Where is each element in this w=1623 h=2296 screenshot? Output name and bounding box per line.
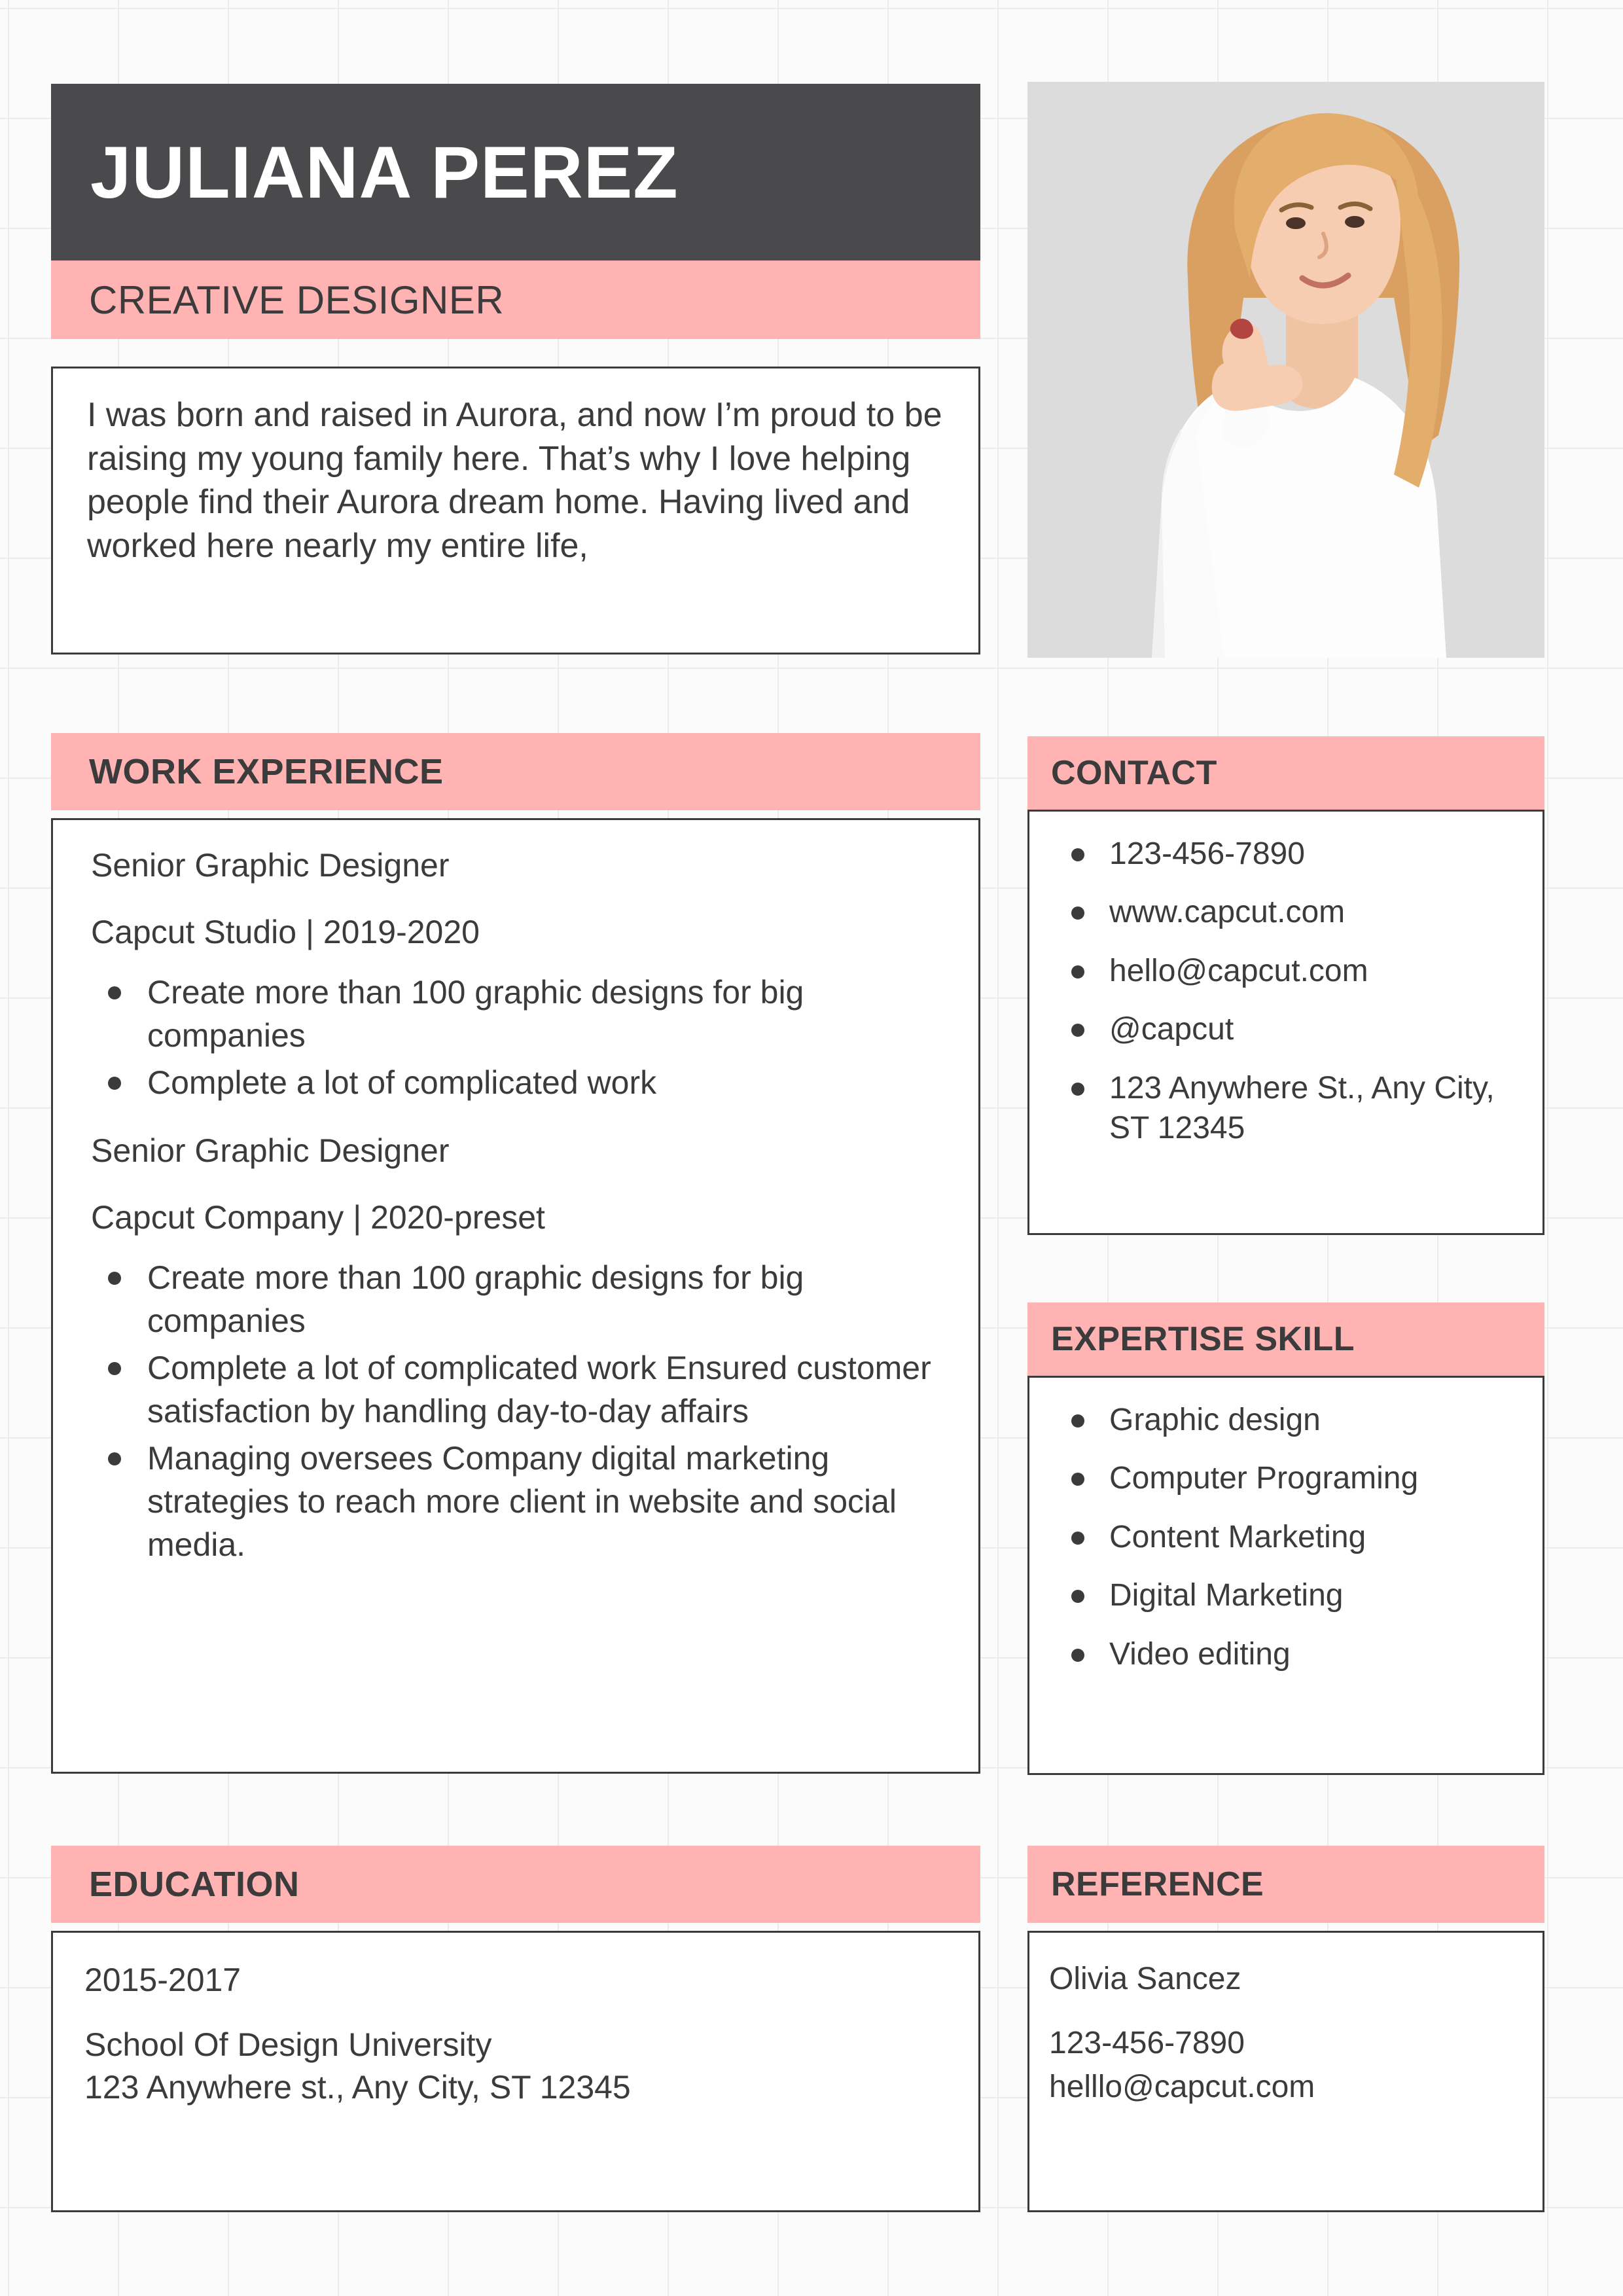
expertise-list xyxy=(1041,1400,1531,1674)
contact-box xyxy=(1027,810,1544,1235)
education-heading: EDUCATION xyxy=(89,1865,300,1904)
portrait-illustration xyxy=(1027,82,1544,658)
summary-box xyxy=(51,367,980,655)
list-item: Create more than 100 graphic designs for big companies xyxy=(96,971,947,1057)
expertise-box xyxy=(1027,1376,1544,1775)
list-item: Digital Marketing xyxy=(1061,1575,1531,1615)
list-item: Managing oversees Company digital marketing strategies to reach more client in website and social media. xyxy=(96,1437,947,1566)
reference-phone: 123-456-7890 xyxy=(1049,2026,1245,2061)
reference-box xyxy=(1027,1931,1544,2212)
list-item: Complete a lot of complicated work Ensured customer satisfaction by handling day-to-day affairs xyxy=(96,1346,947,1433)
contact-heading: CONTACT xyxy=(1051,754,1217,792)
list-item: Computer Programing xyxy=(1061,1458,1531,1498)
reference-email[interactable]: helllo@capcut.com xyxy=(1049,2069,1315,2104)
work-experience-heading: WORK EXPERIENCE xyxy=(89,752,444,791)
education-heading-bar xyxy=(51,1846,980,1923)
role-label: CREATIVE DESIGNER xyxy=(89,278,505,322)
contact-list xyxy=(1041,834,1531,1149)
name-banner xyxy=(51,84,980,260)
job-title: Senior Graphic Designer xyxy=(91,847,450,884)
list-item: Video editing xyxy=(1061,1634,1531,1674)
education-box xyxy=(51,1931,980,2212)
job-meta: Capcut Company | 2020-preset xyxy=(91,1199,545,1236)
contact-email[interactable]: hello@capcut.com xyxy=(1061,951,1531,991)
role-banner xyxy=(51,260,980,339)
job-bullets xyxy=(84,1256,947,1566)
contact-heading-bar xyxy=(1027,736,1544,810)
education-school: School Of Design University xyxy=(84,2026,492,2063)
contact-phone: 123-456-7890 xyxy=(1061,834,1531,874)
work-experience-heading-bar xyxy=(51,733,980,810)
list-item: Graphic design xyxy=(1061,1400,1531,1440)
job-title: Senior Graphic Designer xyxy=(91,1132,450,1169)
contact-address: 123 Anywhere St., Any City, ST 12345 xyxy=(1061,1068,1531,1149)
summary-text: I was born and raised in Aurora, and now I’m proud to be raising my young family here. That’s why I love helping people find their Aurora dream home. Having lived and worked here nearly my entire life, xyxy=(87,396,942,565)
list-item: Complete a lot of complicated work xyxy=(96,1061,947,1104)
job-bullets xyxy=(84,971,947,1104)
list-item: Content Marketing xyxy=(1061,1517,1531,1557)
contact-website[interactable]: www.capcut.com xyxy=(1061,892,1531,932)
job-meta: Capcut Studio | 2019-2020 xyxy=(91,914,480,950)
work-experience-box xyxy=(51,818,980,1774)
expertise-heading: EXPERTISE SKILL xyxy=(1051,1320,1355,1358)
expertise-heading-bar xyxy=(1027,1302,1544,1376)
reference-heading-bar xyxy=(1027,1846,1544,1923)
profile-photo xyxy=(1027,82,1544,658)
page-title: JULIANA PEREZ xyxy=(90,131,679,213)
reference-heading: REFERENCE xyxy=(1051,1865,1264,1903)
list-item: Create more than 100 graphic designs for big companies xyxy=(96,1256,947,1342)
reference-name: Olivia Sancez xyxy=(1049,1962,1241,1996)
education-years: 2015-2017 xyxy=(84,1962,241,1998)
contact-social[interactable]: @capcut xyxy=(1061,1009,1531,1049)
education-address: 123 Anywhere st., Any City, ST 12345 xyxy=(84,2069,631,2106)
